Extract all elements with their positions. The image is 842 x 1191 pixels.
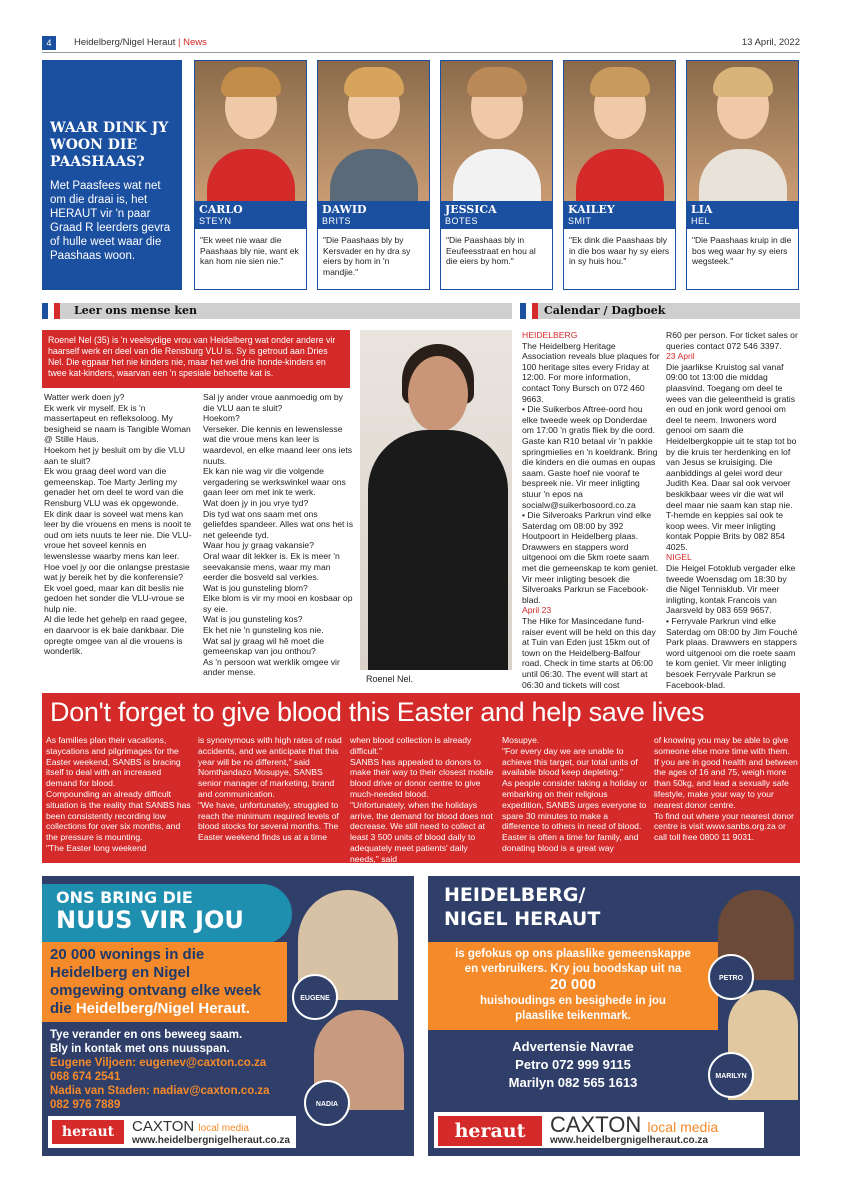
ad-highlight-box: 20 000 wonings in die Heidelberg en Nigel omgewing ontvang elke week die Heidelberg/Nigel Heraut. — [42, 942, 287, 1022]
kid-quote: "Die Paashaas bly in Eeufeesstraat en hou al die eiers by hom." — [446, 235, 536, 266]
interview-answer: Dis tyd wat ons saam met ons geliefdes spandeer. Alles wat ons het is net geleende tyd. — [203, 508, 354, 540]
interview-question: Wat is jou gunsteling blom? — [203, 582, 308, 593]
calendar-heading: NIGEL — [666, 552, 692, 563]
ad2-heading-2: NIGEL HERAUT — [444, 908, 601, 930]
kid-card — [563, 60, 676, 290]
flag-icon — [520, 303, 538, 319]
nadia-label: NADIA — [304, 1080, 350, 1126]
kid-photo — [687, 61, 798, 201]
heraut-logo: heraut — [52, 1120, 124, 1144]
kid-quote: "Die Paashaas kruip in die bos weg waar hy sy eiers wegsteek." — [692, 235, 792, 266]
interview-answer: As 'n persoon wat werklik omgee vir ander mense. — [203, 656, 340, 678]
website-link[interactable]: www.heidelbergnigelheraut.co.za — [132, 1135, 290, 1146]
interview-question: Wat is jou gunsteling kos? — [203, 614, 303, 625]
section-label: News — [183, 37, 207, 48]
ad2-footer — [434, 1112, 764, 1148]
interview-answer: Al die lede het gehelp en raad gegee, en daarvoor is ek baie dankbaar. Die opregte omgee van al die vrouens is wonderlik. — [44, 614, 187, 657]
eugene-label: EUGENE — [292, 974, 338, 1020]
page-number: 4 — [42, 36, 56, 50]
calendar-entry: The Heidelberg Heritage Association reveals blue plaques for 100 heritage sites every Friday at 12:00. For more information, contact Tony Bursch on 072 460 9663. — [522, 340, 660, 404]
calendar-heading: April 23 — [522, 605, 552, 616]
article-column: Mosupye. "For every day we are unable to achieve this target, our total units of available blood keep depleting." As people consider taking a holiday or embarking on their religious expedition, SANBS urges everyone to spare 30 minutes to make a difference to others in need of blood. Easter is often a time for family, and donating blood is a great way — [502, 735, 648, 853]
kid-name — [318, 201, 429, 229]
kid-surname: STEYN — [199, 216, 232, 226]
kid-quote: "Ek dink die Paashaas bly in die bos waar hy sy eiers in sy huis hou." — [569, 235, 670, 266]
kid-surname: BOTES — [445, 216, 479, 226]
ad2-highlight-box: is gefokus op ons plaaslike gemeenskappe en verbruikers. Kry jou boodskap uit na 20 000 huishoudings en besighede in jou plaaslike teikenmark. — [428, 942, 718, 1030]
issue-date: 13 April, 2022 — [741, 37, 800, 48]
email-eugene[interactable]: Eugene Viljoen: eugenev@caxton.co.za — [50, 1057, 267, 1069]
kid-name — [441, 201, 552, 229]
calendar-section-title: Calendar / Dagboek — [544, 304, 666, 317]
interview-question: Waar hou jy graag vakansie? — [203, 540, 314, 551]
ad-heading-line-1: ONS BRING DIE — [56, 888, 193, 907]
interview-answer: Ek dink daar is soveel wat mens kan leer by die vrouens en mens is nooit te oud om iets nuuts te leer nie. Die VLU-vroue het soveel kennis en lewenslesse waarby mens kan leer. — [44, 508, 192, 561]
interview-question: Hoe voel jy oor die onlangse prestasie wat jy bereik het by die konferensie? — [44, 561, 190, 583]
header-divider — [42, 52, 800, 53]
kid-photo — [564, 61, 675, 201]
news-team-ad — [42, 876, 414, 1156]
article-column: when blood collection is already difficult." SANBS has appealed to donors to make their way to their closest mobile blood drive or donor centre to give much-needed blood. "Unfortunately, when the holidays arrive, the demand for blood does not decrease. We still need to collect at least 3 500 units of blood daily to adequately meet patients' daily needs," said — [350, 735, 494, 864]
ad-contacts: Tye verander en ons beweeg saam. Bly in kontak met ons nuusspan. Eugene Viljoen: eugenev@caxton.co.za 068 674 2541 Nadia van Staden: nadiav@caxton.co.za 082 976 7889 — [50, 1029, 270, 1111]
calendar-section-bar — [520, 303, 800, 319]
marilyn-phone[interactable]: Marilyn 082 565 1613 — [508, 1075, 638, 1090]
easter-intro: Met Paasfees wat net om die draai is, het HERAUT vir 'n paar Graad R leerders gevra of hulle weet waar die Paashaas woon. — [50, 180, 171, 262]
interview-question: Wat doen jy in jou vrye tyd? — [203, 497, 309, 508]
interview-answer: Ek voel goed, maar kan dit beslis nie gedoen het sonder die VLU-vroue se hulp nie. — [44, 582, 185, 614]
calendar-entry: Die Heigel Fotoklub vergader elke tweede Woensdag om 18:30 by die Nigel Tennisklub. Vir meer inligting, kontak Francois van Jaarsveld by 083 659 9657. — [666, 563, 796, 616]
calendar-entry: • Die Silveroaks Parkrun vind elke Saterdag om 08:00 by 392 Houtpoort in Heidelberg plaas. Drawwers en stappers word uitgenooi om die 5km roete saam met die gemeenskap te kom geniet. Vir meer inligting besoek die Silveroaks Parkrun se Facebook-blad. — [522, 510, 659, 605]
blood-donation-article — [42, 693, 800, 863]
caxton-logo: CAXTON local media — [550, 1112, 719, 1137]
interview-question: Hoekom? — [203, 413, 240, 424]
interview-question: Watter werk doen jy? — [44, 392, 125, 402]
kid-photo — [195, 61, 306, 201]
caxton-logo: CAXTON local media — [132, 1118, 249, 1135]
blood-headline: Don't forget to give blood this Easter and help save lives — [50, 697, 705, 727]
calendar-entry: • Die Suikerbos Aftree-oord hou elke tweede week op Donderdae om 17:00 'n gratis fliek by die oord. Gaste kan R10 betaal vir 'n pakkie springmielies en 'n koeldrank. Bring die kinders en die oumas en oupas saam. Gaste hoef nie vooraf te bespreek nie. Vir meer inligting stuur 'n epos na socialw@suikerbosoord.co.za — [522, 404, 658, 510]
ad2-heading-1: HEIDELBERG/ — [444, 884, 586, 906]
profile-section-bar — [42, 303, 512, 319]
interview-answer: Ek werk vir myself. Ek is 'n massertapeut en refleksoloog. My besigheid se naam is Tangible Woman @ Stille Haus. — [44, 402, 191, 445]
interview-question: Wat sal jy graag wil hê moet die gemeenskap van jou onthou? — [203, 635, 325, 657]
article-column: of knowing you may be able to give someone else more time with them. If you are in good health and between the ages of 16 and 75, weigh more than 50kg, and lead a sexually safe lifestyle, make your way to your nearest donor centre. To find out where your nearest donor centre is visit www.sanbs.org.za or call toll free 0800 11 9031. — [654, 735, 798, 843]
interview-answer: Ek het nie 'n gunsteling kos nie. — [203, 625, 324, 636]
marilyn-label: MARILYN — [708, 1052, 754, 1098]
ad-heading-banner — [42, 884, 292, 944]
kid-quote: "Die Paashaas bly by Kersvader en hy dra sy eiers by hom in 'n mandjie." — [323, 235, 411, 277]
kid-card — [317, 60, 430, 290]
kid-first-name: CARLO — [199, 203, 243, 216]
kid-surname: HEL — [691, 216, 711, 226]
kid-first-name: DAWID — [322, 203, 367, 216]
ad-footer — [48, 1116, 296, 1148]
kid-photo — [318, 61, 429, 201]
profile-photo — [360, 330, 512, 670]
website-link[interactable]: www.heidelbergnigelheraut.co.za — [550, 1135, 708, 1146]
calendar-heading: 23 April — [666, 351, 695, 362]
ad2-contacts: Advertensie Navrae Petro 072 999 9115 Marilyn 082 565 1613 — [468, 1038, 678, 1092]
interview-answer: Verseker. Die kennis en lewenslesse wat die vroue mens kan leer is waardevol, en elke maand leer ons iets nuuts. — [203, 423, 353, 466]
kid-quote: "Ek weet nie waar die Paashaas bly nie, want ek kan hom nie sien nie." — [200, 235, 299, 266]
kid-card — [194, 60, 307, 290]
article-column: is synonymous with high rates of road accidents, and we anticipate that this year will be no different," said Nomthandazo Mosupye, SANBS senior manager of marketing, brand and communication. "We have, unfortunately, struggled to reach the minimum required levels of blood stocks for several months. The Easter weekend finds us at a time — [198, 735, 342, 843]
kid-surname: SMIT — [568, 216, 592, 226]
petro-phone[interactable]: Petro 072 999 9115 — [515, 1057, 631, 1072]
email-nadia[interactable]: Nadia van Staden: nadiav@caxton.co.za — [50, 1085, 270, 1097]
ad-heading-line-2: NUUS VIR JOU — [56, 906, 244, 934]
calendar-entry: Die jaarlikse Kruistog sal vanaf 09:00 tot 13:00 die middag plaasvind. Toegang om deel te wees van die geleentheid is gratis en oud en jonk word genooi om deel te neem. Inwoners word genooi om saam die Heidelbergkoppie uit te stap tot bo by die kruis ter herdenking en lof van Jesus se kruisiging. Die aanbiddings al gelei word deur Judith Kea. Daar sal ook vervoer beskikbaar wees vir die wat wil deel maar nie saam kan stap nie. T-hemde en keppies sal ook te koop wees. Vir meer inligting kontak Poppie Brits by 082 854 4025. — [666, 361, 797, 552]
photo-caption: Roenel Nel. — [366, 674, 414, 684]
kid-name — [687, 201, 798, 229]
petro-label: PETRO — [708, 954, 754, 1000]
article-column: As families plan their vacations, staycations and pilgrimages for the Easter weekend, SANBS is bracing itself to deal with an increased demand for blood. Compounding an already difficult situation is the reality that SANBS has been consistently recording low collections for over six months, and the pressure is mounting. "The Easter long weekend — [46, 735, 191, 853]
interview-answer: Ek kan nie wag vir die volgende vergadering se werkswinkel waar ons gaan leer om met ink te werk. — [203, 466, 346, 498]
interview-question: Sal jy ander vroue aanmoedig om by die VLU aan te sluit? — [203, 392, 343, 413]
interview-answer: Oral waar dit lekker is. Ek is meer 'n seevakansie mens, waar my man eerder die bosveld sal verkies. — [203, 550, 340, 583]
flag-icon — [42, 303, 60, 319]
calendar-entry: • Ferryvale Parkrun vind elke Saterdag om 08:00 by Jim Fouché Park plaas. Drawwers en stappers word uitgenooi om die roete saam te kom geniet. Vir meer inligting besoek Ferryvale Parkrun se Facebook-blad. — [666, 616, 798, 690]
interview-answer: Ek wou graag deel word van die gemeenskap. Toe Marty Jerling my genader het om deel te word van die Rensburg VLU was ek opgewonde. — [44, 466, 184, 508]
calendar-column-2 — [666, 330, 800, 690]
kid-card — [686, 60, 799, 290]
profile-qa-column-1 — [44, 392, 194, 657]
kid-card — [440, 60, 553, 290]
calendar-column-1 — [522, 330, 660, 690]
kid-photo — [441, 61, 552, 201]
kid-name — [195, 201, 306, 229]
calendar-entry: The Hike for Masincedane fund-raiser event will be held on this day at Tuin van Eden just 15km out of town on the Heidelberg-Balfour road. Check in time starts at 06:00 until 06:30. The event will start at 06:30 and tickets will cost — [522, 616, 656, 690]
kid-name — [564, 201, 675, 229]
kid-first-name: KAILEY — [568, 203, 615, 216]
profile-intro: Roenel Nel (35) is 'n veelsydige vrou van Heidelberg wat onder andere vir haarself werk en deel van die Rensburg VLU is. Sy is getroud aan Dries Nel. Die egpaar het nie kinders nie, maar het wel drie honde-kinders en twee kat-kinders, waarvan een 'n spesiale behoefte kat is. — [42, 330, 350, 388]
profile-section-title: Leer ons mense ken — [74, 304, 197, 317]
kid-first-name: JESSICA — [445, 203, 497, 216]
profile-qa-column-2 — [203, 392, 353, 678]
calendar-heading: HEIDELBERG — [522, 330, 578, 340]
advertising-ad — [428, 876, 800, 1156]
heraut-logo: heraut — [438, 1116, 542, 1146]
easter-headline: WAAR DINK JY WOON DIE PAASHAAS? — [50, 120, 169, 170]
calendar-entry: R60 per person. For ticket sales or queries contact 072 546 3397. — [666, 330, 798, 351]
interview-answer: Elke blom is vir my mooi en kosbaar op sy eie. — [203, 593, 353, 614]
kid-surname: BRITS — [322, 216, 352, 226]
kid-first-name: LIA — [691, 203, 713, 216]
interview-question: Hoekom het jy besluit om by die VLU aan te sluit? — [44, 444, 185, 466]
publication-name: Heidelberg/Nigel Heraut | News — [74, 37, 207, 48]
easter-question-panel — [42, 60, 182, 290]
